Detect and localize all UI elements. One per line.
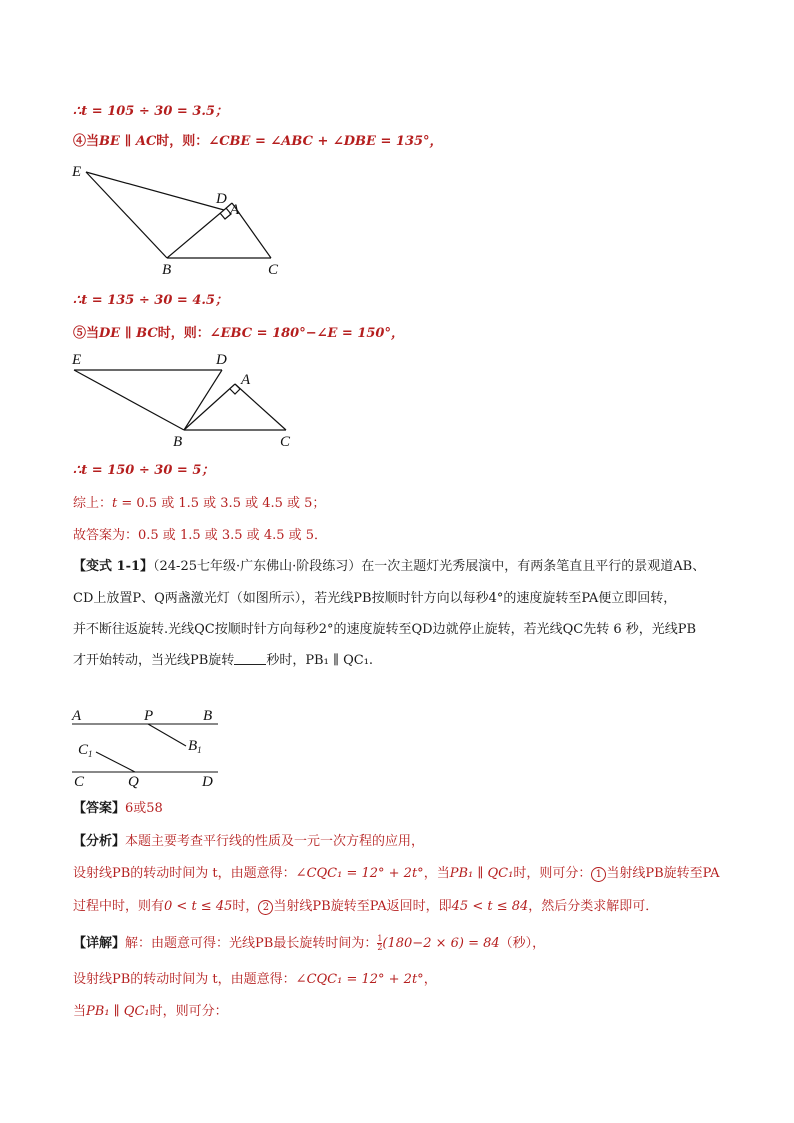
label-Q: Q (128, 774, 139, 790)
figure-question (60, 702, 240, 792)
label-A: A (241, 372, 251, 388)
analysis-line-1: 【分析】本题主要考查平行线的性质及一元一次方程的应用， (73, 834, 425, 849)
eq-t-3-5: ∴t = 105 ÷ 30 = 3.5； (73, 104, 228, 119)
answer-line: 故答案为：0.5 或 1.5 或 3.5 或 4.5 或 5． (73, 528, 328, 543)
label-D: D (216, 352, 227, 368)
label-C: C (268, 262, 279, 278)
eq-t-4-5: ∴t = 135 ÷ 30 = 4.5； (73, 293, 228, 308)
analysis-line-3: 过程中时，则有0 < t ≤ 45时， 2 当射线PB旋转至PA返回时，即45 < t ≤ 84，然后分类求解即可． (73, 899, 659, 914)
label-D: D (216, 191, 227, 207)
analysis-line-2: 设射线PB的转动时间为 t，由题意得：∠CQC₁ = 12° + 2t°，当PB₁ ∥ QC₁时，则可分： 1 当射线PB旋转至PA (73, 866, 720, 881)
question-line-1: 【变式 1-1】（24-25七年级·广东佛山·阶段练习）在一次主题灯光秀展演中，有两条笔直且平行的景观道AB、 (73, 559, 706, 574)
label-C: C (280, 434, 291, 450)
label-B: B (203, 708, 213, 724)
figure-case-5 (60, 348, 310, 453)
fraction-one-half: $\frac{1}{2}$ (377, 934, 383, 952)
answer-section: 【答案】6或58 (73, 801, 163, 816)
label-P: P (144, 708, 154, 724)
figure-case-4 (60, 160, 300, 280)
case-4-line: ④当BE ∥ AC时，则：∠CBE = ∠ABC + ∠DBE = 135°， (73, 134, 443, 149)
label-B: B (173, 434, 183, 450)
question-line-4: 才开始转动，当光线PB旋转 秒时，PB₁ ∥ QC₁. (73, 653, 374, 668)
label-B1: $B_1$ (188, 738, 202, 755)
label-C: C (74, 774, 85, 790)
label-A: A (72, 708, 82, 724)
question-line-3: 并不断往返旋转.光线QC按顺时针方向每秒2°的速度旋转至QD边就停止旋转，若光线QC先转 6 秒，光线PB (73, 622, 697, 637)
label-E: E (72, 352, 82, 368)
label-C1: $C_1$ (78, 742, 93, 759)
detail-line-1: 【详解】解：由题意可得：光线PB最长旋转时间为： $\frac{1}{2}$ (180−2 × 6) = 84（秒）， (73, 934, 546, 952)
summary-line: 综上：t = 0.5 或 1.5 或 3.5 或 4.5 或 5； (73, 496, 326, 511)
label-E: E (72, 164, 82, 180)
detail-line-2: 设射线PB的转动时间为 t，由题意得：∠CQC₁ = 12° + 2t°， (73, 972, 437, 987)
label-A: A (230, 202, 240, 218)
answer-blank (234, 652, 266, 665)
question-line-2: CD上放置P、Q两盏激光灯（如图所示），若光线PB按顺时针方向以每秒4°的速度旋转至PA便立即回转， (73, 591, 677, 606)
case-5-line: ⑤当DE ∥ BC时，则：∠EBC = 180°−∠E = 150°， (73, 326, 404, 341)
detail-line-3: 当PB₁ ∥ QC₁时，则可分： (73, 1004, 228, 1019)
label-D: D (202, 774, 213, 790)
eq-t-5: ∴t = 150 ÷ 30 = 5； (73, 463, 215, 478)
label-B: B (162, 262, 172, 278)
